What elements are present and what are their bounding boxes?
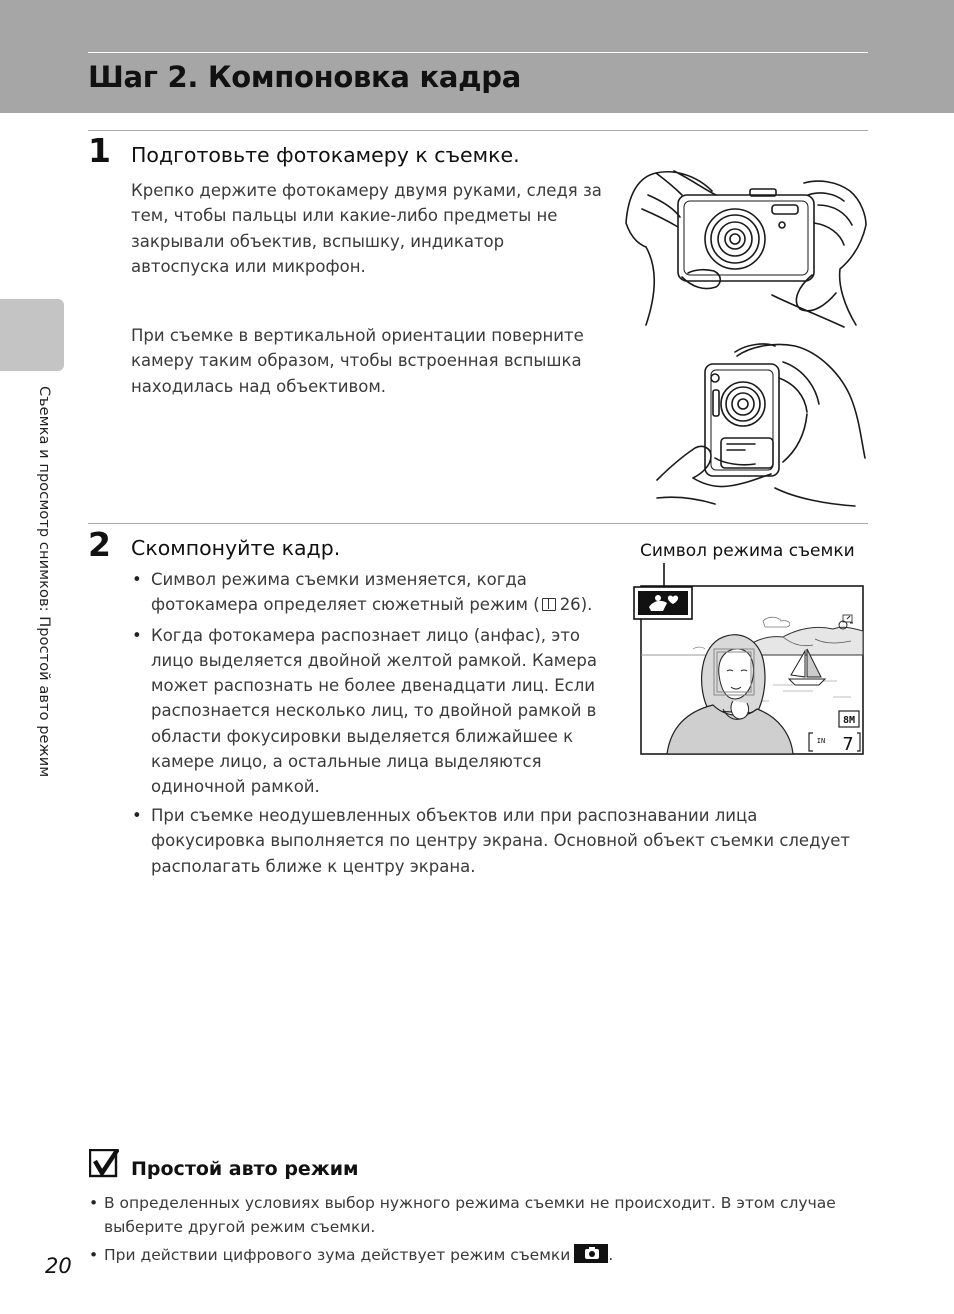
image-size-indicator: 8M [842, 715, 856, 726]
header-rule [88, 52, 868, 53]
step2-number: 2 [88, 525, 111, 564]
note-list [104, 1192, 844, 1268]
section-tab [0, 299, 64, 371]
step1-paragraph-2: При съемке в вертикальной ориентации поверните камеру таким образом, чтобы встроенная вспышка находилась над объективом. [131, 326, 584, 396]
note-item-2-end: . [608, 1246, 614, 1264]
book-reference-icon [542, 598, 556, 611]
step2-rule [88, 523, 868, 524]
step1-paragraph-1: Крепко держите фотокамеру двумя руками, следя за тем, чтобы пальцы или какие-либо предметы не закрывали объектив, вспышку, индикатор автоспуска или микрофон. [131, 181, 602, 276]
page-reference[interactable]: 26 [559, 595, 581, 615]
step2-bullets-bottom [151, 803, 856, 879]
bullet-1-text: Символ режима съемки изменяется, когда фотокамера определяет сюжетный режим ( [151, 570, 540, 615]
step2-bullet-1 [151, 567, 601, 618]
horizontal-grip-illustration [622, 165, 867, 328]
note-item-1-text: В определенных условиях выбор нужного режима съемки не происходит. В этом случае выберите другой режим съемки. [104, 1194, 836, 1236]
page-number: 20 [45, 1254, 72, 1278]
bullet-2-text: Когда фотокамера распознает лицо (анфас), это лицо выделяется двойной желтой рамкой. Камера может распознать не более двенадцати лиц. Если распознается несколько лиц, то двойной рамкой в области фокусировки выделяется ближайшее к камере лицо, а остальные лица выделяются одиночной рамкой. [151, 625, 597, 797]
note-item-2 [104, 1244, 844, 1268]
note-item-1 [104, 1192, 844, 1239]
note-title: Простой авто режим [131, 1158, 359, 1180]
note-item-2-text: При действии цифрового зума действует режим съемки [104, 1246, 571, 1264]
step2-bullets-top [151, 567, 601, 800]
bullet-3-text: При съемке неодушевленных объектов или при распознавании лица фокусировка выполняется по центру экрана. Основной объект съемки следует располагать ближе к центру экрана. [151, 806, 851, 876]
step2-bullet-3 [151, 803, 856, 879]
step1-rule [88, 130, 868, 131]
page-title: Шаг 2. Компоновка кадра [88, 60, 521, 94]
section-title: Съемка и просмотр снимков: Простой авто режим [36, 386, 52, 778]
step2-heading: Скомпонуйте кадр. [131, 536, 341, 560]
lcd-screen-illustration [633, 585, 865, 757]
step1-number: 1 [88, 131, 111, 170]
step2-bullet-2 [151, 623, 601, 800]
checkmark-icon [89, 1149, 119, 1179]
remaining-shots-count: 7 [842, 734, 854, 755]
bullet-1-text-end: ). [580, 595, 593, 615]
internal-memory-icon: IN [816, 737, 826, 745]
lcd-caption: Символ режима съемки [640, 541, 855, 561]
header-band [0, 0, 954, 113]
step1-heading: Подготовьте фотокамеру к съемке. [131, 143, 520, 167]
vertical-grip-illustration [655, 338, 867, 510]
auto-mode-icon [574, 1244, 608, 1263]
